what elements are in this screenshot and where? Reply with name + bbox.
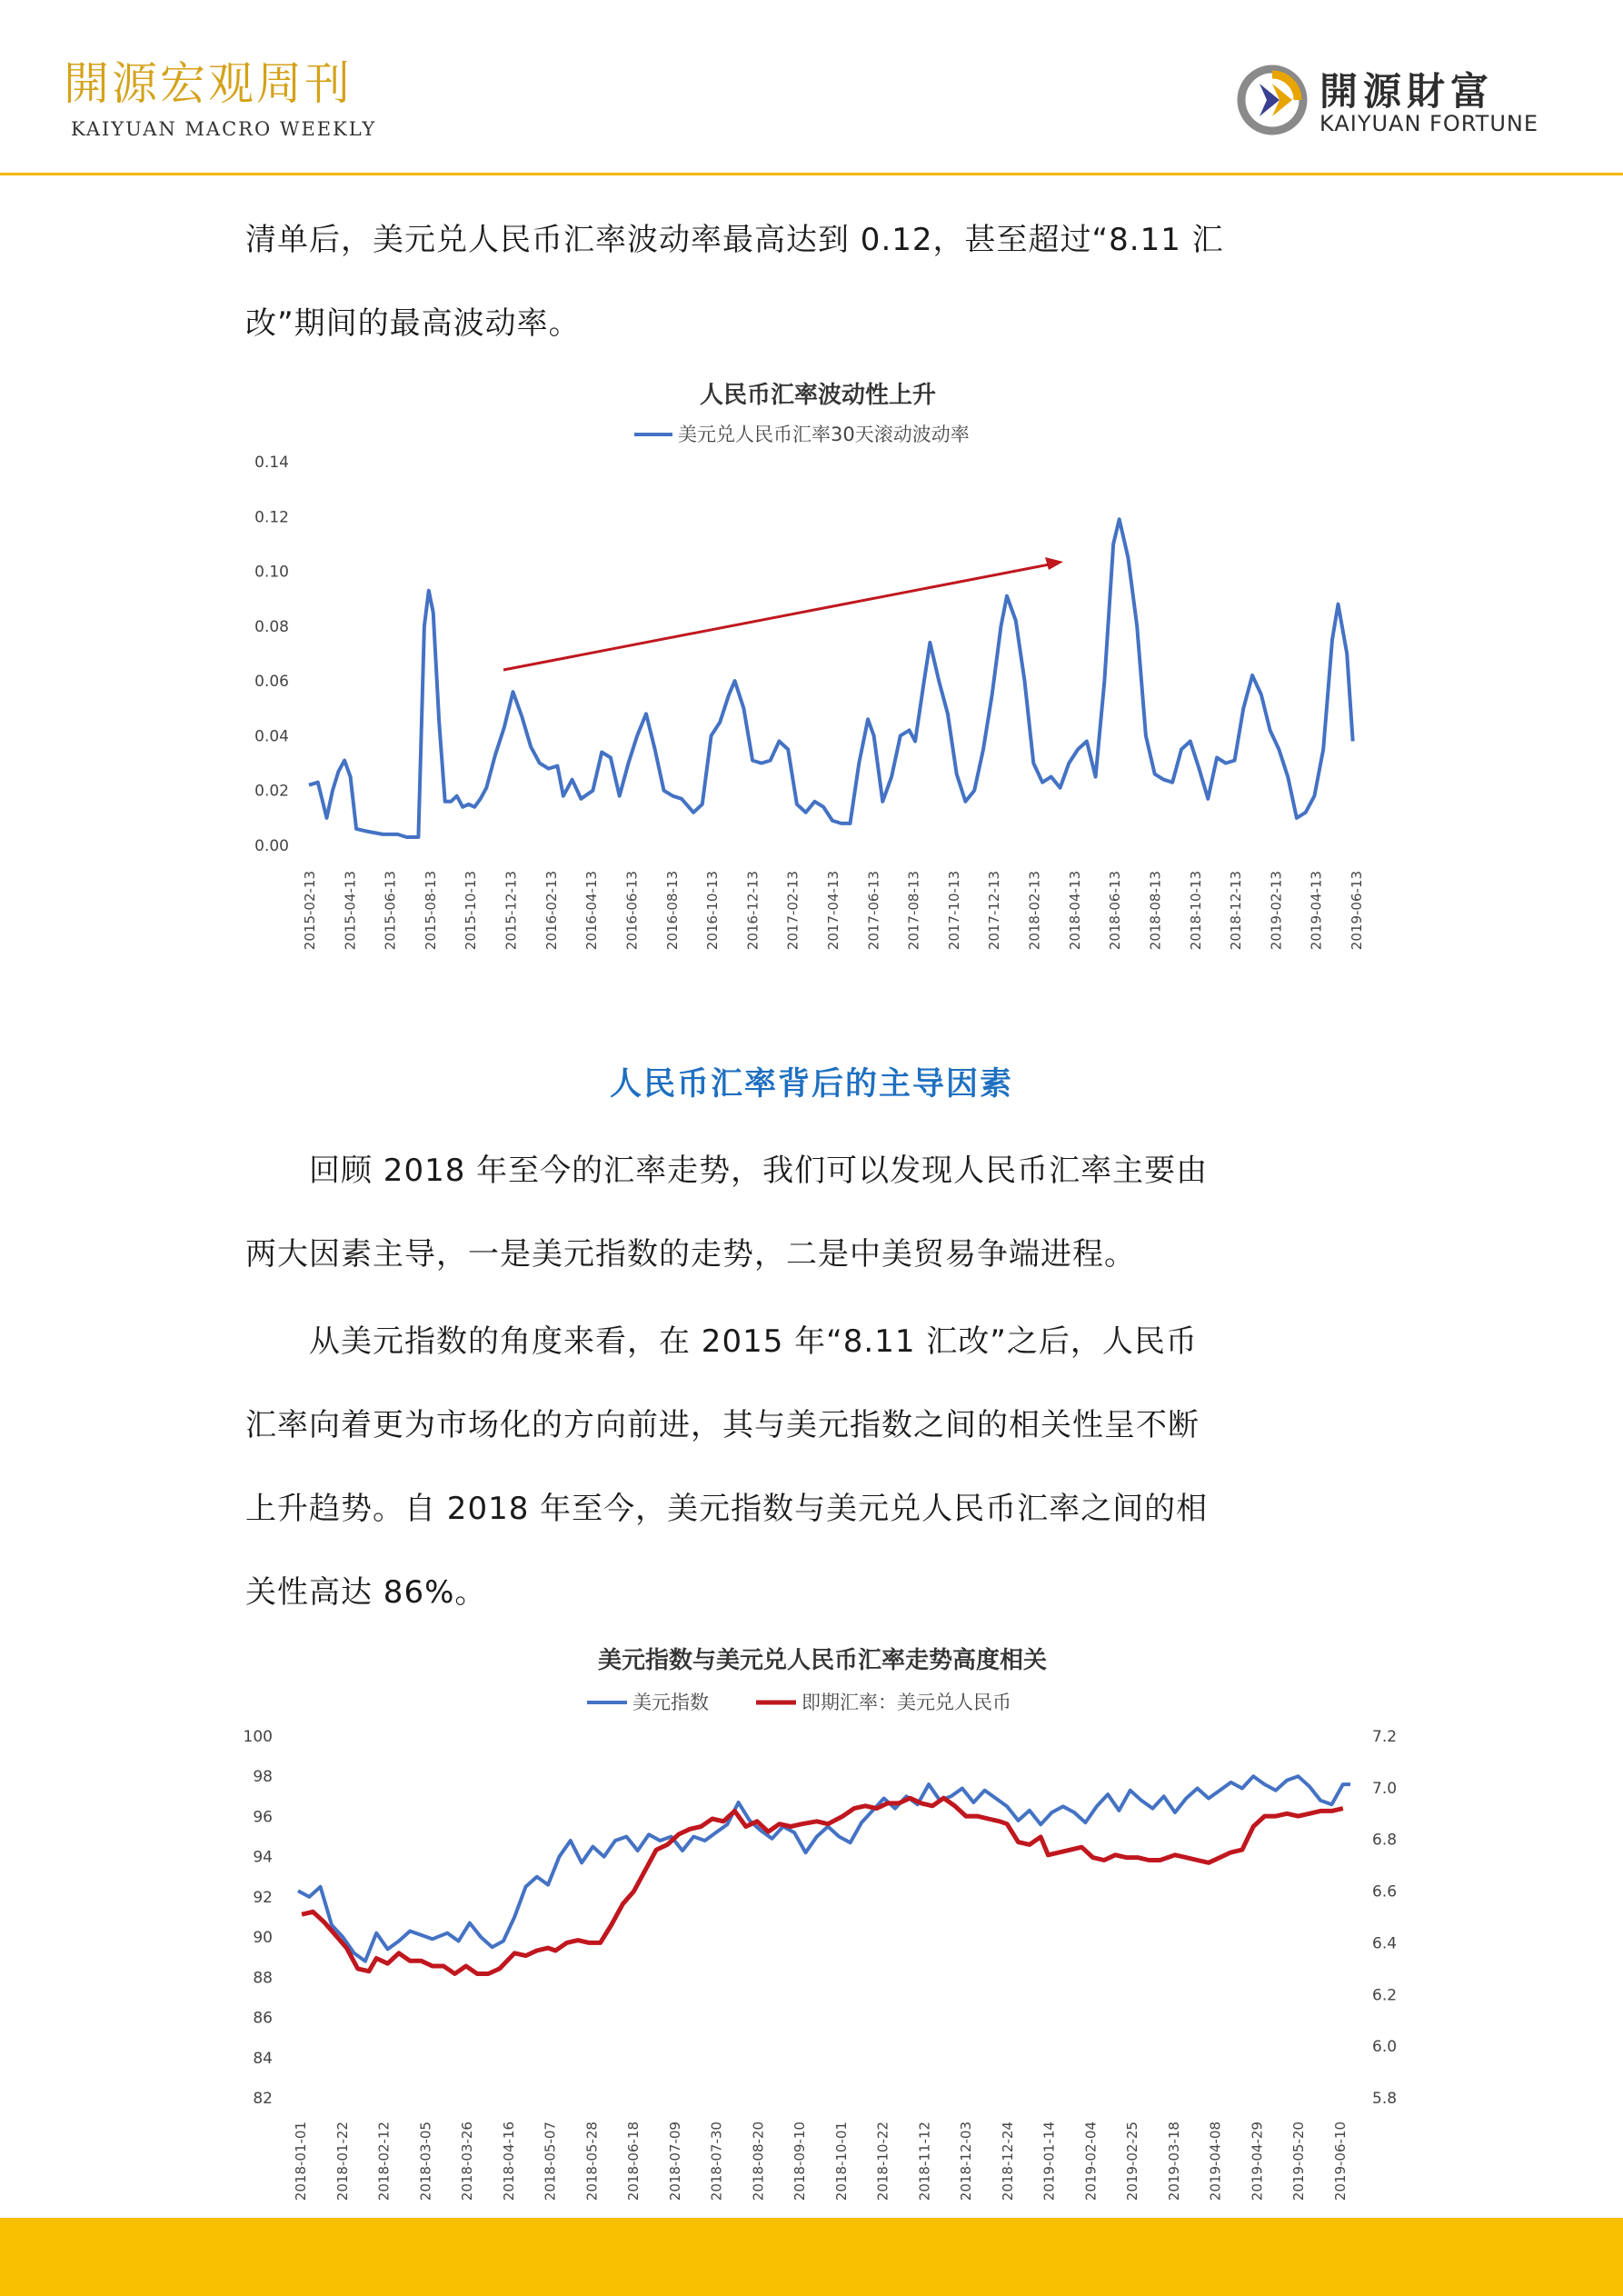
x-tick-label: 2018-07-30 [708, 2121, 725, 2201]
x-tick-label: 2018-08-20 [750, 2121, 767, 2201]
y-left-tick-label: 88 [253, 1969, 273, 1988]
company-logo-cn: 開源財富 [1319, 69, 1495, 114]
x-tick-label: 2017-04-13 [825, 871, 841, 951]
x-tick-label: 2017-02-13 [784, 871, 802, 951]
x-tick-label: 2018-08-13 [1147, 871, 1164, 951]
y-left-tick-label: 90 [253, 1929, 273, 1948]
x-tick-label: 2016-08-13 [663, 871, 681, 951]
legend-label: 美元兑人民币汇率30天滚动波动率 [678, 424, 970, 445]
x-tick-label: 2018-12-03 [958, 2121, 975, 2201]
y-tick-label: 0.00 [254, 837, 289, 855]
x-tick-label: 2016-10-13 [704, 871, 722, 951]
x-tick-label: 2015-04-13 [342, 871, 359, 951]
report-series-title: 開源宏观周刊 [64, 57, 353, 110]
x-tick-label: 2019-03-18 [1165, 2121, 1182, 2201]
company-logo-icon [1236, 64, 1309, 136]
y-tick-label: 0.04 [254, 727, 289, 746]
x-tick-label: 2019-05-20 [1290, 2121, 1308, 2201]
x-tick-label: 2018-10-22 [874, 2121, 891, 2201]
x-tick-label: 2015-08-13 [422, 871, 439, 951]
x-tick-label: 2019-02-25 [1124, 2121, 1141, 2201]
intro-paragraph [245, 198, 1372, 365]
x-tick-label: 2018-11-12 [916, 2121, 933, 2201]
y-right-tick-label: 6.8 [1372, 1831, 1398, 1850]
x-tick-label: 2017-12-13 [986, 871, 1003, 951]
chart-title: 人民币汇率波动性上升 [699, 382, 936, 409]
x-tick-label: 2017-08-13 [905, 871, 922, 951]
y-left-tick-label: 100 [243, 1728, 273, 1746]
x-tick-label: 2018-02-12 [375, 2121, 393, 2201]
x-tick-label: 2016-02-13 [543, 871, 560, 951]
paragraph-line: 从美元指数的角度来看，在 2015 年“8.11 汇改”之后，人民币 [245, 1323, 1198, 1360]
body-paragraph-2 [245, 1300, 1372, 1634]
report-series-subtitle: KAIYUAN MACRO WEEKLY [71, 118, 377, 140]
x-tick-label: 2018-02-13 [1026, 871, 1043, 951]
intro-line-1: 清单后，美元兑人民币汇率波动率最高达到 0.12，甚至超过“8.11 汇 [245, 222, 1224, 258]
intro-line-2: 改”期间的最高波动率。 [245, 305, 581, 342]
x-tick-label: 2018-09-10 [792, 2121, 809, 2201]
x-tick-label: 2019-02-04 [1082, 2121, 1100, 2201]
dxy-cny-chart [236, 1636, 1409, 2218]
y-tick-label: 0.06 [254, 673, 289, 692]
x-tick-label: 2018-04-16 [500, 2121, 517, 2201]
x-tick-label: 2018-04-13 [1066, 871, 1083, 951]
y-left-tick-label: 92 [253, 1888, 273, 1907]
y-tick-label: 0.10 [254, 563, 289, 582]
volatility-chart [245, 373, 1390, 954]
y-right-tick-label: 6.6 [1372, 1882, 1398, 1902]
dxy-series-line [298, 1776, 1350, 1961]
volatility-series-line [309, 519, 1353, 837]
y-left-tick-label: 98 [253, 1768, 273, 1787]
x-tick-label: 2015-12-13 [503, 871, 520, 951]
x-tick-label: 2019-02-13 [1268, 871, 1285, 951]
section-title: 人民币汇率背后的主导因素 [609, 1066, 1013, 1103]
x-tick-label: 2019-04-08 [1207, 2121, 1224, 2201]
y-tick-label: 0.08 [254, 617, 289, 636]
x-tick-label: 2015-06-13 [382, 871, 399, 951]
y-left-tick-label: 84 [253, 2049, 273, 2068]
y-right-tick-label: 6.0 [1372, 2038, 1398, 2057]
x-tick-label: 2018-01-01 [293, 2121, 309, 2201]
y-left-tick-label: 96 [253, 1808, 273, 1827]
x-tick-label: 2018-03-05 [417, 2121, 434, 2201]
x-tick-label: 2018-03-26 [459, 2121, 476, 2201]
usdcny-series-line [302, 1798, 1343, 1973]
x-tick-label: 2017-10-13 [945, 871, 962, 951]
x-tick-label: 2018-01-22 [334, 2121, 351, 2201]
x-tick-label: 2016-06-13 [623, 871, 641, 951]
x-tick-label: 2018-06-18 [625, 2121, 642, 2201]
footer-bar [0, 2218, 1623, 2296]
x-tick-label: 2018-10-01 [832, 2121, 850, 2201]
y-left-tick-label: 82 [253, 2090, 273, 2108]
paragraph-line: 回顾 2018 年至今的汇率走势，我们可以发现人民币汇率主要由 [245, 1153, 1209, 1189]
y-right-tick-label: 7.0 [1372, 1779, 1398, 1798]
x-tick-label: 2019-01-14 [1041, 2121, 1058, 2201]
chart-title: 美元指数与美元兑人民币汇率走势高度相关 [597, 1647, 1047, 1674]
y-right-tick-label: 5.8 [1372, 2090, 1398, 2108]
y-right-tick-label: 7.2 [1372, 1728, 1398, 1746]
header-divider [0, 173, 1623, 175]
paragraph-line: 关性高达 86%。 [245, 1574, 487, 1611]
paragraph-line: 两大因素主导，一是美元指数的走势，二是中美贸易争端进程。 [245, 1236, 1136, 1273]
x-tick-label: 2018-12-13 [1228, 871, 1245, 951]
paragraph-line: 汇率向着更为市场化的方向前进，其与美元指数之间的相关性呈不断 [245, 1407, 1200, 1443]
y-tick-label: 0.12 [254, 508, 289, 527]
x-tick-label: 2018-07-09 [666, 2121, 683, 2201]
x-tick-label: 2019-04-13 [1308, 871, 1325, 951]
legend-label: 美元指数 [632, 1692, 709, 1713]
dxy-cny-chart-svg [236, 1636, 1409, 2218]
trend-arrow-icon [503, 564, 1054, 670]
y-tick-label: 0.14 [254, 454, 289, 472]
volatility-chart-svg [245, 373, 1390, 954]
company-logo-en: KAIYUAN FORTUNE [1319, 111, 1539, 136]
x-tick-label: 2016-04-13 [583, 871, 601, 951]
y-left-tick-label: 94 [253, 1848, 273, 1867]
body-paragraph-1 [245, 1129, 1372, 1296]
legend-label: 即期汇率：美元兑人民币 [802, 1692, 1011, 1713]
x-tick-label: 2015-10-13 [463, 871, 480, 951]
x-tick-label: 2018-10-13 [1187, 871, 1204, 951]
y-left-tick-label: 86 [253, 2009, 273, 2028]
x-tick-label: 2018-06-13 [1107, 870, 1124, 951]
y-right-tick-label: 6.4 [1372, 1934, 1398, 1953]
x-tick-label: 2017-06-13 [865, 871, 882, 951]
x-tick-label: 2019-06-10 [1332, 2121, 1349, 2201]
x-tick-label: 2018-05-28 [583, 2121, 601, 2201]
x-tick-label: 2015-02-13 [302, 871, 318, 951]
trend-arrow-head-icon [1045, 557, 1063, 570]
paragraph-line: 上升趋势。自 2018 年至今，美元指数与美元兑人民币汇率之间的相 [245, 1491, 1209, 1527]
y-right-tick-label: 6.2 [1372, 1986, 1398, 2005]
x-tick-label: 2018-05-07 [542, 2121, 559, 2201]
x-tick-label: 2016-12-13 [744, 871, 762, 951]
y-tick-label: 0.02 [254, 782, 289, 801]
x-tick-label: 2019-06-13 [1349, 871, 1365, 951]
x-tick-label: 2019-04-29 [1249, 2121, 1266, 2201]
x-tick-label: 2018-12-24 [999, 2121, 1016, 2201]
